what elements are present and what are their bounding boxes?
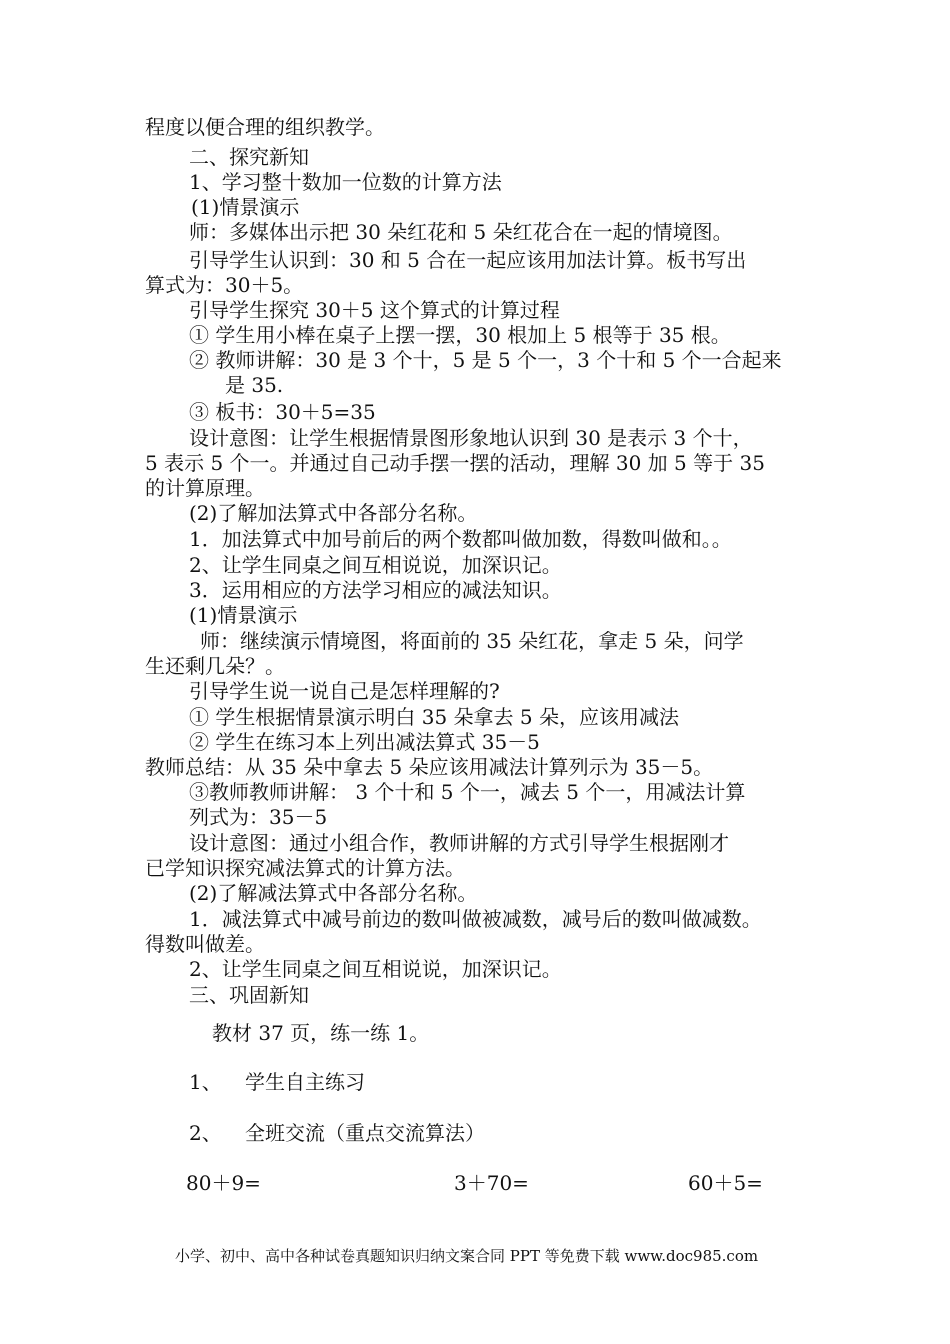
text-line: (2)了解减法算式中各部分名称。 [189, 881, 478, 905]
text-line: 列式为：35－5 [189, 805, 328, 829]
text-line: 教师总结：从 35 朵中拿去 5 朵应该用减法计算列示为 35－5。 [145, 755, 714, 779]
list-number: 1、 [189, 1070, 222, 1094]
section-heading: 二、探究新知 [189, 145, 309, 169]
list-number: 2、 [189, 1121, 222, 1145]
text-line: ① 学生根据情景演示明白 35 朵拿去 5 朵，应该用减法 [189, 705, 679, 729]
section-heading: 三、巩固新知 [189, 983, 309, 1007]
text-line: 1．减法算式中减号前边的数叫做被减数，减号后的数叫做减数。 [189, 907, 762, 931]
text-line: 引导学生说一说自己是怎样理解的? [189, 679, 500, 703]
text-line: (1)情景演示 [191, 195, 300, 219]
text-line: 引导学生探究 30＋5 这个算式的计算过程 [189, 298, 560, 322]
exercise-1: 80＋9= [186, 1171, 261, 1195]
footer-text: 小学、初中、高中各种试卷真题知识归纳文案合同 PPT 等免费下载 www.doc985.com [175, 1247, 759, 1265]
text-line: 师：多媒体出示把 30 朵红花和 5 朵红花合在一起的情境图。 [189, 220, 733, 244]
text-line: (1)情景演示 [189, 603, 298, 627]
text-line: 教材 37 页，练一练 1。 [212, 1021, 430, 1045]
text-line: 师：继续演示情境图，将面前的 35 朵红花，拿走 5 朵，问学 [200, 629, 744, 653]
text-line: 算式为：30＋5。 [145, 273, 304, 297]
text-line: 2、让学生同桌之间互相说说，加深识记。 [189, 957, 562, 981]
text-line: 生还剩几朵？。 [145, 654, 285, 678]
text-line: 1．加法算式中加号前后的两个数都叫做加数，得数叫做和。。 [189, 527, 732, 551]
list-item: 全班交流（重点交流算法） [245, 1121, 485, 1145]
text-line: 的计算原理。 [145, 476, 265, 500]
text-line: 已学知识探究减法算式的计算方法。 [145, 856, 465, 880]
subsection-heading: 1、学习整十数加一位数的计算方法 [189, 170, 502, 194]
text-line: (2)了解加法算式中各部分名称。 [189, 501, 478, 525]
text-line: 5 表示 5 个一。并通过自己动手摆一摆的活动，理解 30 加 5 等于 35 [145, 451, 765, 475]
text-line: ② 学生在练习本上列出减法算式 35－5 [189, 730, 540, 754]
text-line: ③ 板书：30＋5=35 [189, 400, 376, 424]
text-line: ② 教师讲解：30 是 3 个十，5 是 5 个一，3 个十和 5 个一合起来 [189, 348, 782, 372]
text-line: 程度以便合理的组织教学。 [145, 115, 385, 139]
text-line: 得数叫做差。 [145, 932, 265, 956]
text-line: ① 学生用小棒在桌子上摆一摆，30 根加上 5 根等于 35 根。 [189, 323, 731, 347]
text-line: 引导学生认识到：30 和 5 合在一起应该用加法计算。板书写出 [189, 248, 747, 272]
text-line: 是 35. [225, 373, 284, 397]
text-line: 设计意图：让学生根据情景图形象地认识到 30 是表示 3 个十， [189, 426, 753, 450]
list-item: 学生自主练习 [245, 1070, 365, 1094]
text-line: 2、让学生同桌之间互相说说，加深识记。 [189, 553, 562, 577]
exercise-2: 3＋70= [454, 1171, 529, 1195]
text-line: 3．运用相应的方法学习相应的减法知识。 [189, 578, 562, 602]
text-line: 设计意图：通过小组合作，教师讲解的方式引导学生根据刚才 [189, 831, 729, 855]
exercise-3: 60＋5= [688, 1171, 763, 1195]
text-line: ③教师教师讲解： 3 个十和 5 个一，减去 5 个一，用减法计算 [189, 780, 746, 804]
